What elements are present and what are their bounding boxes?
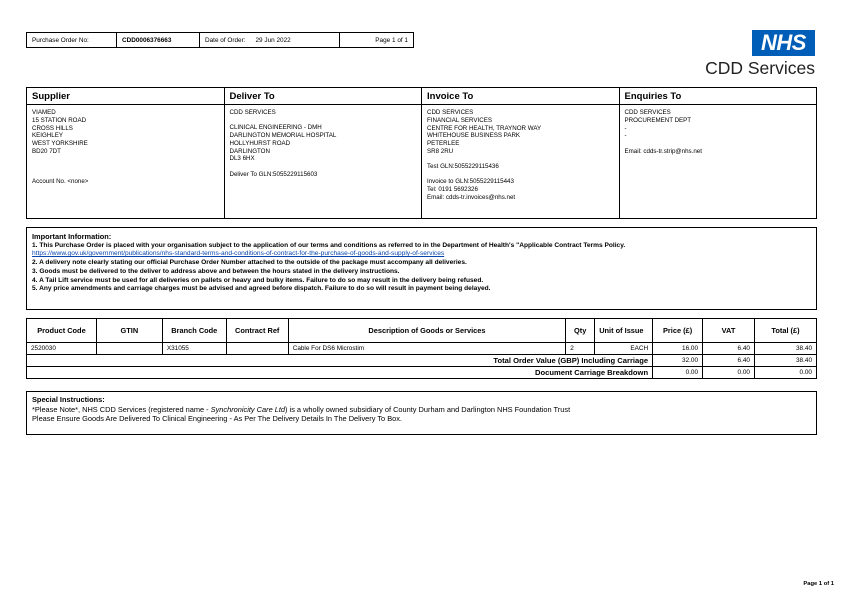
deliver-to-column — [225, 88, 423, 218]
address-line: DARLINGTON MEMORIAL HOSPITAL — [229, 132, 337, 139]
col-qty: Qty — [566, 319, 595, 343]
total-order-row — [27, 355, 817, 367]
invoice-to-column — [422, 88, 620, 218]
invoice-tel: Tel: 0191 5692326 — [427, 186, 478, 193]
important-point-4: 4. A Tail Lift service must be used for all deliveries on pallets or heavy and bulky items. Failure to do so may result in the delivery being refused. — [32, 276, 484, 284]
order-items-table — [26, 318, 817, 379]
order-date-label: Date of Order: — [205, 36, 246, 44]
special-line-1 — [32, 405, 811, 415]
address-line: WEST YORKSHIRE — [32, 140, 88, 147]
address-line: CROSS HILLS — [32, 124, 73, 132]
supplier-address — [27, 105, 224, 190]
total-order-label: Total Order Value (GBP) Including Carriage — [27, 355, 653, 367]
address-line: VIAMED — [32, 109, 56, 116]
registered-name: Synchronicity Care Ltd — [210, 404, 286, 414]
col-unit-of-issue: Unit of Issue — [595, 319, 653, 343]
po-number-label: Purchase Order No: — [27, 33, 117, 47]
special-line-1-suffix: ) is a wholly owned subsidiary of County Durham and Darlington NHS Foundation Trust — [285, 404, 571, 414]
important-point-1: 1. This Purchase Order is placed with your organisation subject to the application of our terms and conditions as referred to in the Department of Health's "Applicable Contract Terms Policy. — [32, 241, 626, 249]
cell-contract-ref — [226, 343, 288, 355]
important-point-2: 2. A delivery note clearly stating our official Purchase Order Number attached to the outside of the package must accompany all deliveries. — [32, 259, 467, 267]
col-branch-code: Branch Code — [162, 319, 226, 343]
carriage-vat: 0.00 — [703, 367, 755, 379]
order-date-value: 29 Jun 2022 — [255, 36, 291, 44]
cell-qty: 2 — [566, 343, 595, 355]
important-information — [26, 227, 817, 310]
col-total: Total (£) — [754, 319, 816, 343]
address-line: DL3 6HX — [229, 155, 255, 163]
special-instructions — [26, 391, 817, 435]
deliver-to-heading: Deliver To — [225, 88, 422, 105]
cell-unit: EACH — [595, 343, 653, 355]
col-product-code: Product Code — [27, 319, 97, 343]
cell-gtin — [96, 343, 162, 355]
col-description: Description of Goods or Services — [288, 319, 566, 343]
terms-link-row — [32, 250, 811, 259]
carriage-row — [27, 367, 817, 379]
address-line: CDD SERVICES — [427, 109, 474, 116]
important-point-5: 5. Any price amendments and carriage charges must be advised and agreed before dispatch. Failure to do so will result in payment being delayed. — [32, 285, 491, 293]
deliver-to-address — [225, 105, 422, 182]
address-line: SR8 2RU — [427, 147, 454, 155]
page-indicator: Page 1 of 1 — [375, 36, 408, 44]
col-price: Price (£) — [653, 319, 703, 343]
address-line: PETERLEE — [427, 140, 460, 147]
enquiries-to-address — [620, 105, 817, 159]
address-line: 15 STATION ROAD — [32, 116, 87, 124]
col-vat: VAT — [703, 319, 755, 343]
cell-vat: 6.40 — [703, 343, 755, 355]
invoice-gln: Invoice to GLN:5055229115443 — [427, 178, 514, 186]
nhs-logo: NHS — [752, 30, 815, 56]
terms-link[interactable]: https://www.gov.uk/government/publications/nhs-standard-terms-and-conditions-of-contract-for-the-purchase-of-goods-and-supply-of-services — [32, 250, 445, 258]
total-order-vat: 6.40 — [703, 355, 755, 367]
deliver-to-gln: Deliver To GLN:5055229115603 — [229, 170, 318, 178]
brand-title: CDD Services — [705, 58, 815, 78]
order-date — [200, 33, 340, 47]
table-row — [27, 343, 817, 355]
address-line: - — [624, 132, 627, 140]
invoice-email: Email: cdds-tr.invoices@nhs.net — [427, 193, 516, 201]
important-point-3: 3. Goods must be delivered to the deliver to address above and between the hours stated in the delivery instructions. — [32, 267, 400, 275]
address-line: CENTRE FOR HEALTH, TRAYNOR WAY — [427, 124, 542, 132]
carriage-label: Document Carriage Breakdown — [27, 367, 653, 379]
address-line: CDD SERVICES — [229, 109, 276, 116]
cell-total: 38.40 — [754, 343, 816, 355]
supplier-heading: Supplier — [27, 88, 224, 105]
important-title: Important Information: — [32, 232, 112, 241]
footer-page-number: Page 1 of 1 — [803, 581, 834, 587]
address-line: CLINICAL ENGINEERING - DMH — [229, 124, 322, 132]
cell-price: 16.00 — [653, 343, 703, 355]
special-line-1-prefix: *Please Note*, NHS CDD Services (registered name - — [32, 404, 211, 414]
total-order-total: 38.40 — [754, 355, 816, 367]
test-gln: Test GLN:5055229115436 — [427, 163, 499, 170]
address-line: PROCUREMENT DEPT — [624, 116, 692, 124]
cell-description: Cable For DS6 Microstim — [288, 343, 566, 355]
po-number-value: CDD0006376663 — [117, 33, 200, 47]
invoice-to-heading: Invoice To — [422, 88, 619, 105]
parties-table — [26, 87, 817, 219]
address-line: HOLLYHURST ROAD — [229, 139, 291, 147]
address-line: KEIGHLEY — [32, 132, 63, 140]
col-gtin: GTIN — [96, 319, 162, 343]
enquiries-email: Email: cdds-tr.strip@nhs.net — [624, 147, 702, 155]
special-line-2: Please Ensure Goods Are Delivered To Clinical Engineering - As Per The Delivery Details In The Delivery To Box. — [32, 414, 402, 424]
order-header-box — [26, 32, 414, 48]
enquiries-to-heading: Enquiries To — [620, 88, 817, 105]
col-contract-ref: Contract Ref — [226, 319, 288, 343]
address-line: FINANCIAL SERVICES — [427, 116, 492, 124]
carriage-price: 0.00 — [653, 367, 703, 379]
address-line: CDD SERVICES — [624, 109, 671, 116]
supplier-account: Account No. <none> — [32, 178, 89, 185]
address-line: DARLINGTON — [229, 147, 270, 155]
carriage-total: 0.00 — [754, 367, 816, 379]
cell-product-code: 2520030 — [27, 343, 97, 355]
supplier-column — [27, 88, 225, 218]
total-order-price: 32.00 — [653, 355, 703, 367]
address-line: WHITEHOUSE BUSINESS PARK — [427, 132, 521, 140]
address-line: BD20 7DT — [32, 147, 61, 155]
invoice-to-address — [422, 105, 619, 206]
table-header-row — [27, 319, 817, 343]
cell-branch-code: X31055 — [162, 343, 226, 355]
address-line: - — [624, 124, 627, 132]
special-title: Special Instructions: — [32, 395, 105, 404]
enquiries-to-column — [620, 88, 817, 218]
